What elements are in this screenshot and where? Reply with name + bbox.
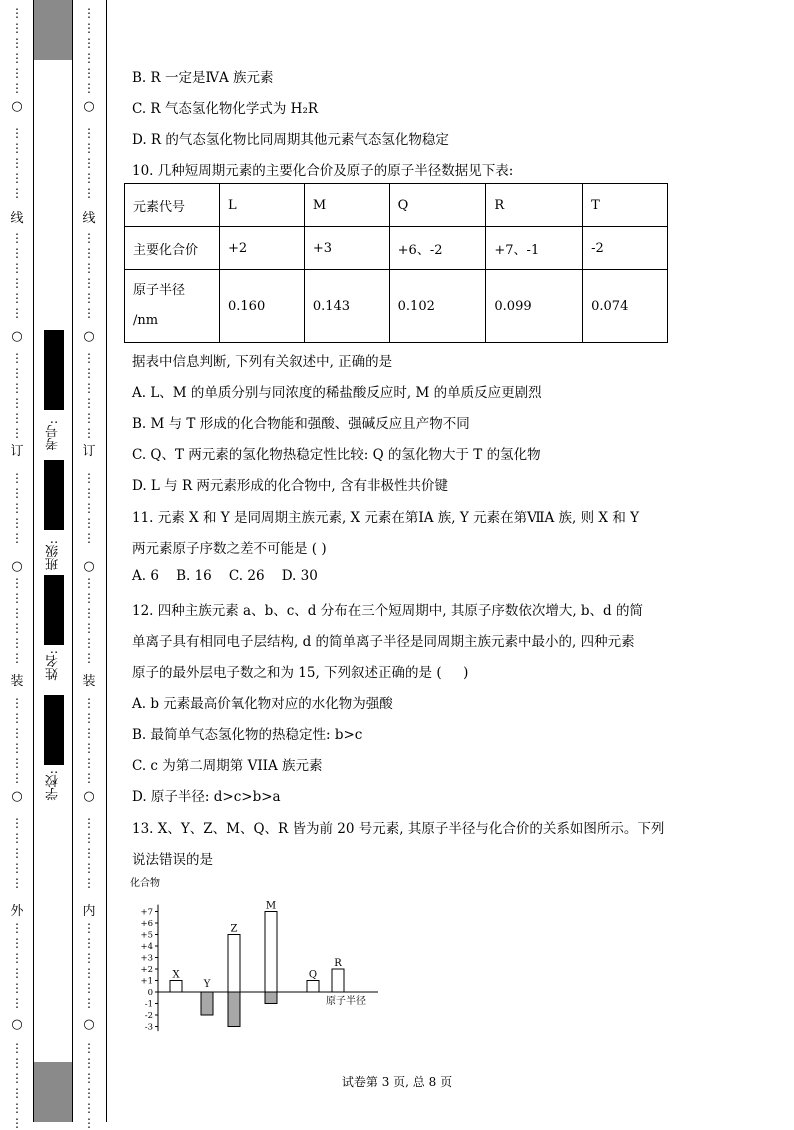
seal-dot: ⋮ <box>83 711 95 725</box>
bar-negative-Y <box>201 992 213 1015</box>
seal-dot: ⋮ <box>11 831 23 845</box>
seal-dot: ⋮ <box>11 936 23 950</box>
seal-dot: ⋮ <box>11 876 23 890</box>
seal-dot: ⋮ <box>11 1101 23 1115</box>
seal-dot: ⋮ <box>83 1056 95 1070</box>
seal-dot: ⋮ <box>11 51 23 65</box>
table-cell: 0.143 <box>304 270 389 343</box>
seal-dot: ⋮ <box>11 6 23 20</box>
seal-dot: ⋮ <box>83 501 95 515</box>
q11-options: A. 6 B. 16 C. 26 D. 30 <box>132 568 318 584</box>
seal-dot: ⋮ <box>83 696 95 710</box>
seal-dot: ⋮ <box>83 396 95 410</box>
table-cell: +6、-2 <box>389 227 486 270</box>
seal-dot: ⋮ <box>83 981 95 995</box>
inner-seal-column <box>82 0 96 1130</box>
table-row <box>125 184 668 227</box>
seal-dot: ⋮ <box>83 6 95 20</box>
seal-dot: ⋮ <box>83 156 95 170</box>
seal-dot: ⋮ <box>11 921 23 935</box>
seal-dot: ⋮ <box>83 66 95 80</box>
seal-dot: ⋮ <box>11 66 23 80</box>
field-class: 班级: <box>46 540 61 571</box>
seal-dot: ⋮ <box>83 261 95 275</box>
q9-option-d: D. R 的气态氢化物比同周期其他元素气态氢化物稳定 <box>132 132 449 148</box>
bar-negative-M <box>265 992 277 1004</box>
seal-dot: ⋮ <box>83 921 95 935</box>
seal-dot: ⋮ <box>83 756 95 770</box>
seal-dot: ⋮ <box>83 1116 95 1130</box>
y-tick-label: 0 <box>147 988 153 998</box>
q12-stem-line1: 12. 四种主族元素 a、b、c、d 分布在三个短周期中, 其原子序数依次增大, b、d 的简 <box>132 603 643 619</box>
y-tick-label: +2 <box>140 965 153 975</box>
margin-divider-content <box>106 0 107 1122</box>
inner-seal-mark: ○ <box>83 559 95 574</box>
seal-dot: ⋮ <box>83 51 95 65</box>
q9-option-c: C. R 气态氢化物化学式为 H₂R <box>132 101 319 117</box>
field-exam-number: 考号: <box>46 420 61 451</box>
seal-dot: ⋮ <box>83 966 95 980</box>
inner-seal-mark: 线 <box>82 211 96 226</box>
seal-dot: ⋮ <box>83 426 95 440</box>
seal-dot: ⋮ <box>83 831 95 845</box>
outer-seal-mark: 订 <box>10 444 24 459</box>
seal-dot: ⋮ <box>83 816 95 830</box>
radius-valence-chart <box>128 872 388 1042</box>
y-tick-label: +4 <box>140 942 153 952</box>
table-cell: 主要化合价 <box>125 227 220 270</box>
seal-dot: ⋮ <box>83 576 95 590</box>
seal-dot: ⋮ <box>83 1071 95 1085</box>
margin-shade-bottom <box>34 1062 72 1122</box>
q13-stem-line1: 13. X、Y、Z、M、Q、R 皆为前 20 号元素, 其原子半径与化合价的关系如图所示。下列 <box>132 821 665 837</box>
y-tick-label: +3 <box>140 953 153 964</box>
seal-dot: ⋮ <box>11 1041 23 1055</box>
seal-dot: ⋮ <box>11 741 23 755</box>
seal-dot: ⋮ <box>83 606 95 620</box>
seal-dot: ⋮ <box>11 606 23 620</box>
seal-dot: ⋮ <box>11 711 23 725</box>
seal-dot: ⋮ <box>83 1086 95 1100</box>
seal-dot: ⋮ <box>11 276 23 290</box>
seal-dot: ⋮ <box>11 1071 23 1085</box>
y-axis-label: 化合物 <box>130 878 160 889</box>
seal-dot: ⋮ <box>83 471 95 485</box>
seal-dot: ⋮ <box>11 651 23 665</box>
page-footer: 试卷第 3 页, 总 8 页 <box>341 1075 453 1089</box>
seal-dot: ⋮ <box>83 411 95 425</box>
table-cell: M <box>304 184 389 227</box>
q10-lead: 据表中信息判断, 下列有关叙述中, 正确的是 <box>132 354 393 370</box>
seal-dot: ⋮ <box>11 1116 23 1130</box>
seal-dot: ⋮ <box>11 411 23 425</box>
seal-dot: ⋮ <box>83 291 95 305</box>
seal-dot: ⋮ <box>11 171 23 185</box>
q10-option-d: D. L 与 R 两元素形成的化合物中, 含有非极性共价键 <box>132 478 449 494</box>
seal-dot: ⋮ <box>11 591 23 605</box>
bar-positive-Z <box>228 935 240 993</box>
seal-dot: ⋮ <box>11 351 23 365</box>
outer-seal-mark: ○ <box>11 789 23 804</box>
element-data-table <box>124 183 668 343</box>
seal-dot: ⋮ <box>11 1056 23 1070</box>
y-tick-label: -1 <box>144 999 153 1010</box>
bar-label-Q: Q <box>308 969 318 981</box>
seal-dot: ⋮ <box>83 171 95 185</box>
x-axis-label: 原子半径 <box>326 996 366 1007</box>
margin-divider-left <box>33 0 34 1122</box>
seal-dot: ⋮ <box>11 1086 23 1100</box>
seal-dot: ⋮ <box>11 381 23 395</box>
seal-dot: ⋮ <box>11 126 23 140</box>
bar-label-Z: Z <box>230 923 238 935</box>
inner-seal-mark: 内 <box>82 904 96 919</box>
bar-label-Y: Y <box>203 979 211 990</box>
seal-dot: ⋮ <box>11 471 23 485</box>
seal-dot: ⋮ <box>83 1101 95 1115</box>
seal-dot: ⋮ <box>83 741 95 755</box>
y-tick-label: -2 <box>144 1011 153 1021</box>
q12-stem-line2: 单离子具有相同电子层结构, d 的简单离子半径是同周期主族元素中最小的, 四种元素 <box>132 634 635 650</box>
seal-dot: ⋮ <box>11 306 23 320</box>
table-cell: +3 <box>304 227 389 270</box>
bar-positive-M <box>265 912 277 993</box>
q12-option-d: D. 原子半径: d>c>b>a <box>132 789 281 805</box>
table-cell: 0.099 <box>486 270 583 343</box>
margin-shade-top <box>34 0 72 60</box>
table-cell: +2 <box>220 227 305 270</box>
bar-positive-R <box>332 969 344 992</box>
seal-dot: ⋮ <box>83 516 95 530</box>
table-cell: L <box>220 184 305 227</box>
seal-dot: ⋮ <box>11 36 23 50</box>
table-cell: 0.160 <box>220 270 305 343</box>
seal-dot: ⋮ <box>11 501 23 515</box>
seal-dot: ⋮ <box>11 621 23 635</box>
seal-dot: ⋮ <box>83 306 95 320</box>
bar-label-X: X <box>172 969 180 981</box>
seal-dot: ⋮ <box>11 531 23 545</box>
seal-dot: ⋮ <box>11 396 23 410</box>
q10-stem: 10. 几种短周期元素的主要化合价及原子的原子半径数据见下表: <box>132 163 514 179</box>
table-cell: T <box>583 184 668 227</box>
table-cell: 0.074 <box>583 270 668 343</box>
seal-dot: ⋮ <box>83 591 95 605</box>
margin-divider-right <box>72 0 73 1122</box>
table-cell: -2 <box>583 227 668 270</box>
outer-seal-column <box>10 0 24 1130</box>
q11-stem-line2: 两元素原子序数之差不可能是 ( ) <box>132 541 327 557</box>
bar-positive-X <box>170 981 182 993</box>
seal-dot: ⋮ <box>83 636 95 650</box>
seal-dot: ⋮ <box>83 951 95 965</box>
seal-dot: ⋮ <box>83 726 95 740</box>
field-name-line <box>44 575 64 645</box>
seal-dot: ⋮ <box>11 636 23 650</box>
seal-dot: ⋮ <box>11 231 23 245</box>
outer-seal-mark: 装 <box>10 674 24 689</box>
seal-dot: ⋮ <box>11 726 23 740</box>
seal-dot: ⋮ <box>83 186 95 200</box>
y-tick-label: +5 <box>140 930 153 941</box>
seal-dot: ⋮ <box>83 36 95 50</box>
outer-seal-mark: ○ <box>11 329 23 344</box>
q9-option-b: B. R 一定是ⅣA 族元素 <box>132 70 274 86</box>
seal-dot: ⋮ <box>83 81 95 95</box>
seal-dot: ⋮ <box>83 771 95 785</box>
seal-dot: ⋮ <box>11 966 23 980</box>
seal-dot: ⋮ <box>11 516 23 530</box>
q10-option-a: A. L、M 的单质分别与同浓度的稀盐酸反应时, M 的单质反应更剧烈 <box>132 385 542 401</box>
seal-dot: ⋮ <box>83 1041 95 1055</box>
q12-stem-line3: 原子的最外层电子数之和为 15, 下列叙述正确的是 ( ) <box>132 665 469 681</box>
seal-dot: ⋮ <box>83 141 95 155</box>
field-school-line <box>44 695 64 765</box>
seal-dot: ⋮ <box>83 351 95 365</box>
bar-positive-Q <box>307 981 319 993</box>
seal-dot: ⋮ <box>11 861 23 875</box>
seal-dot: ⋮ <box>11 981 23 995</box>
seal-dot: ⋮ <box>83 621 95 635</box>
seal-dot: ⋮ <box>11 366 23 380</box>
inner-seal-mark: 装 <box>82 674 96 689</box>
outer-seal-mark: 外 <box>10 904 24 919</box>
seal-dot: ⋮ <box>83 531 95 545</box>
seal-dot: ⋮ <box>83 126 95 140</box>
seal-dot: ⋮ <box>11 261 23 275</box>
field-name: 姓名: <box>46 650 61 681</box>
seal-dot: ⋮ <box>11 81 23 95</box>
y-tick-label: -3 <box>144 1022 153 1033</box>
inner-seal-mark: ○ <box>83 1017 95 1032</box>
bar-negative-Z <box>228 992 240 1027</box>
field-class-line <box>44 460 64 530</box>
field-school: 学校: <box>46 770 61 801</box>
seal-dot: ⋮ <box>83 366 95 380</box>
seal-dot: ⋮ <box>83 876 95 890</box>
outer-seal-mark: ○ <box>11 1017 23 1032</box>
outer-seal-mark: ○ <box>11 99 23 114</box>
q12-option-a: A. b 元素最高价氧化物对应的水化物为强酸 <box>132 696 393 712</box>
seal-dot: ⋮ <box>11 486 23 500</box>
outer-seal-mark: ○ <box>11 559 23 574</box>
q13-stem-line2: 说法错误的是 <box>132 852 213 868</box>
seal-dot: ⋮ <box>83 231 95 245</box>
seal-dot: ⋮ <box>11 996 23 1010</box>
inner-seal-mark: ○ <box>83 99 95 114</box>
seal-dot: ⋮ <box>11 846 23 860</box>
outer-seal-mark: 线 <box>10 211 24 226</box>
seal-dot: ⋮ <box>83 936 95 950</box>
table-cell: 0.102 <box>389 270 486 343</box>
bar-label-M: M <box>265 900 277 912</box>
inner-seal-mark: ○ <box>83 329 95 344</box>
inner-seal-mark: 订 <box>82 444 96 459</box>
q11-stem-line1: 11. 元素 X 和 Y 是同周期主族元素, X 元素在第ⅠA 族, Y 元素在第ⅦA 族, 则 X 和 Y <box>132 510 640 526</box>
bar-label-R: R <box>334 958 342 969</box>
seal-dot: ⋮ <box>83 651 95 665</box>
seal-dot: ⋮ <box>83 21 95 35</box>
inner-seal-mark: ○ <box>83 789 95 804</box>
y-tick-label: +6 <box>140 919 153 929</box>
seal-dot: ⋮ <box>83 861 95 875</box>
y-tick-label: +1 <box>140 976 153 987</box>
seal-dot: ⋮ <box>11 696 23 710</box>
q10-option-c: C. Q、T 两元素的氢化物热稳定性比较: Q 的氢化物大于 T 的氢化物 <box>132 447 541 463</box>
seal-dot: ⋮ <box>11 426 23 440</box>
table-cell: 原子半径 /nm <box>125 270 220 343</box>
seal-dot: ⋮ <box>11 576 23 590</box>
seal-dot: ⋮ <box>83 846 95 860</box>
seal-dot: ⋮ <box>11 186 23 200</box>
seal-dot: ⋮ <box>83 996 95 1010</box>
seal-dot: ⋮ <box>83 276 95 290</box>
field-exam-number-line <box>44 330 64 410</box>
table-cell: +7、-1 <box>486 227 583 270</box>
seal-dot: ⋮ <box>11 21 23 35</box>
q12-option-b: B. 最简单气态氢化物的热稳定性: b>c <box>132 727 363 743</box>
seal-dot: ⋮ <box>11 291 23 305</box>
table-cell: Q <box>389 184 486 227</box>
seal-dot: ⋮ <box>83 381 95 395</box>
table-row <box>125 227 668 270</box>
seal-dot: ⋮ <box>11 771 23 785</box>
q10-option-b: B. M 与 T 形成的化合物能和强酸、强碱反应且产物不同 <box>132 416 470 432</box>
q12-option-c: C. c 为第二周期第 VIIA 族元素 <box>132 758 323 774</box>
seal-dot: ⋮ <box>83 246 95 260</box>
seal-dot: ⋮ <box>11 156 23 170</box>
seal-dot: ⋮ <box>11 756 23 770</box>
y-tick-label: +7 <box>140 907 153 918</box>
seal-dot: ⋮ <box>83 486 95 500</box>
seal-dot: ⋮ <box>11 816 23 830</box>
seal-dot: ⋮ <box>11 141 23 155</box>
seal-dot: ⋮ <box>11 951 23 965</box>
seal-dot: ⋮ <box>11 246 23 260</box>
table-row <box>125 270 668 343</box>
table-cell: 元素代号 <box>125 184 220 227</box>
table-cell: R <box>486 184 583 227</box>
